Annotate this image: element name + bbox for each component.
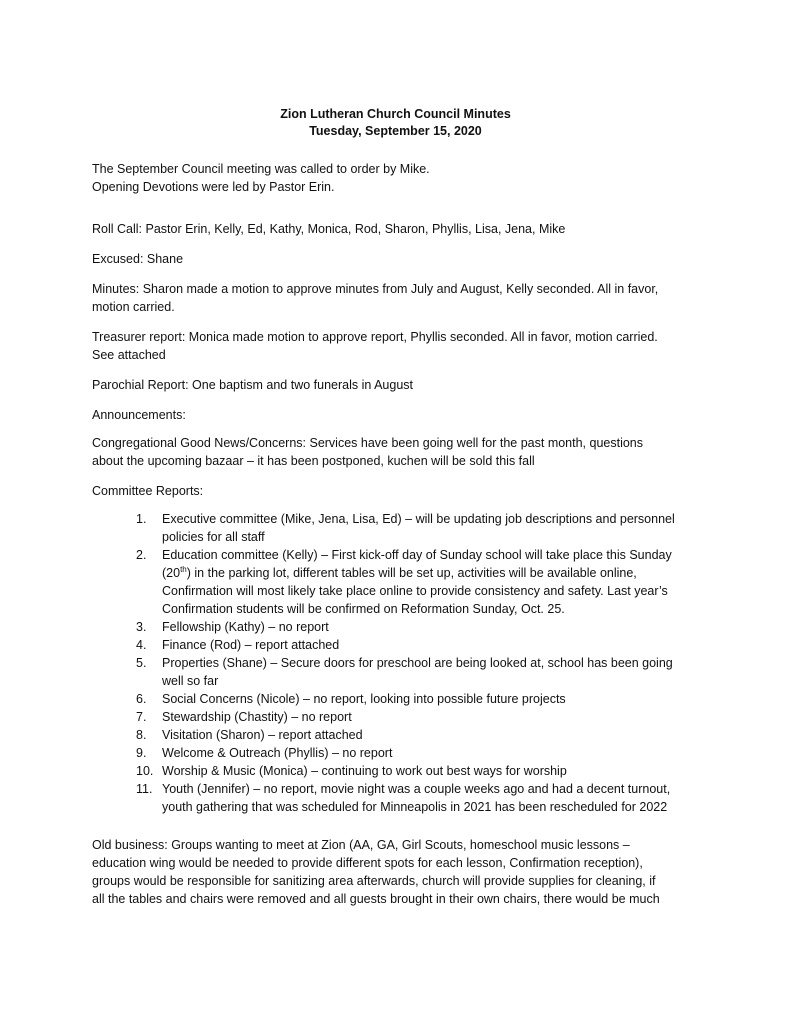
old-business-line: education wing would be needed to provide different spots for each lesson, Confirmation reception), — [92, 856, 643, 870]
item-line: Finance (Rod) – report attached — [162, 638, 340, 652]
treasurer-paragraph — [92, 328, 722, 364]
item-line: Properties (Shane) – Secure doors for preschool are being looked at, school has been going — [162, 656, 673, 670]
item-line: Welcome & Outreach (Phyllis) – no report — [162, 746, 393, 760]
item-number: 10. — [136, 764, 154, 778]
item-line: Confirmation students will be confirmed on Reformation Sunday, Oct. 25. — [162, 602, 565, 616]
item-line — [162, 564, 726, 582]
old-business-line: Old business: Groups wanting to meet at Zion (AA, GA, Girl Scouts, homeschool music lessons – — [92, 838, 630, 852]
good-news-line: Congregational Good News/Concerns: Services have been going well for the past month, questions — [92, 436, 644, 450]
item-line: Confirmation will most likely take place online to provide consistency and safety. Last year’s — [162, 584, 668, 598]
treasurer-line: Treasurer report: Monica made motion to approve report, Phyllis seconded. All in favor, motion carried. — [92, 330, 658, 344]
opening-paragraph — [92, 160, 722, 196]
meeting-date: Tuesday, September 15, 2020 — [309, 124, 482, 138]
item-line: Worship & Music (Monica) – continuing to work out best ways for worship — [162, 764, 567, 778]
committee-heading — [92, 482, 722, 500]
good-news-paragraph — [92, 434, 722, 470]
old-business-line: groups would be responsible for sanitizing area afterwards, church will provide supplies for cleaning, if — [92, 874, 656, 888]
committee-item — [136, 690, 726, 708]
item-line: Education committee (Kelly) – First kick-off day of Sunday school will take place this Sunday — [162, 548, 672, 562]
item-number: 6. — [136, 692, 147, 706]
day-ordinal: th — [180, 564, 187, 574]
committee-item — [136, 510, 726, 546]
minutes-paragraph — [92, 280, 722, 316]
item-line: well so far — [162, 674, 219, 688]
item-number: 7. — [136, 710, 147, 724]
committee-item — [136, 618, 726, 636]
item-number: 8. — [136, 728, 147, 742]
committee-item — [136, 654, 726, 690]
minutes-line: Minutes: Sharon made a motion to approve minutes from July and August, Kelly seconded. All in favor, — [92, 282, 659, 296]
day-close: ) — [186, 566, 191, 580]
item-line: policies for all staff — [162, 530, 265, 544]
item-number: 3. — [136, 620, 147, 634]
roll-call-text: Roll Call: Pastor Erin, Kelly, Ed, Kathy, Monica, Rod, Sharon, Phyllis, Lisa, Jena, Mike — [92, 222, 566, 236]
committee-heading-text: Committee Reports: — [92, 484, 204, 498]
item-line: Fellowship (Kathy) – no report — [162, 620, 329, 634]
item-line: youth gathering that was scheduled for Minneapolis in 2021 has been rescheduled for 2022 — [162, 800, 668, 814]
opening-line: Opening Devotions were led by Pastor Erin. — [92, 180, 335, 194]
committee-item — [136, 780, 726, 816]
parochial-report — [92, 376, 722, 394]
treasurer-line: See attached — [92, 348, 166, 362]
item-line: Stewardship (Chastity) – no report — [162, 710, 352, 724]
item-number: 4. — [136, 638, 147, 652]
minutes-line: motion carried. — [92, 300, 175, 314]
item-number: 9. — [136, 746, 147, 760]
committee-item — [136, 744, 726, 762]
item-line-text: in the parking lot, different tables will be set up, activities will be available online, — [194, 566, 637, 580]
committee-item — [136, 636, 726, 654]
excused-text: Excused: Shane — [92, 252, 184, 266]
item-number: 11. — [136, 782, 153, 796]
excused — [92, 250, 722, 268]
announcements — [92, 406, 722, 424]
good-news-line: about the upcoming bazaar – it has been postponed, kuchen will be sold this fall — [92, 454, 535, 468]
item-line: Visitation (Sharon) – report attached — [162, 728, 363, 742]
item-line: Executive committee (Mike, Jena, Lisa, Ed) – will be updating job descriptions and personnel — [162, 512, 675, 526]
opening-line: The September Council meeting was called to order by Mike. — [92, 162, 430, 176]
document-title: Zion Lutheran Church Council Minutes — [280, 107, 511, 121]
item-number: 1. — [136, 512, 147, 526]
old-business-line: all the tables and chairs were removed and all guests brought in their own chairs, there would be much — [92, 892, 660, 906]
committee-item — [136, 708, 726, 726]
item-line: Social Concerns (Nicole) – no report, looking into possible future projects — [162, 692, 566, 706]
parochial-text: Parochial Report: One baptism and two funerals in August — [92, 378, 414, 392]
committee-item — [136, 546, 726, 618]
day-text: (20 — [162, 566, 181, 580]
committee-item — [136, 762, 726, 780]
committee-list — [136, 510, 726, 816]
item-number: 2. — [136, 548, 147, 562]
announcements-text: Announcements: — [92, 408, 186, 422]
old-business-paragraph — [92, 836, 722, 908]
item-line: Youth (Jennifer) – no report, movie night was a couple weeks ago and had a decent turnout, — [162, 782, 671, 796]
committee-item — [136, 726, 726, 744]
roll-call — [92, 220, 722, 238]
item-number: 5. — [136, 656, 147, 670]
